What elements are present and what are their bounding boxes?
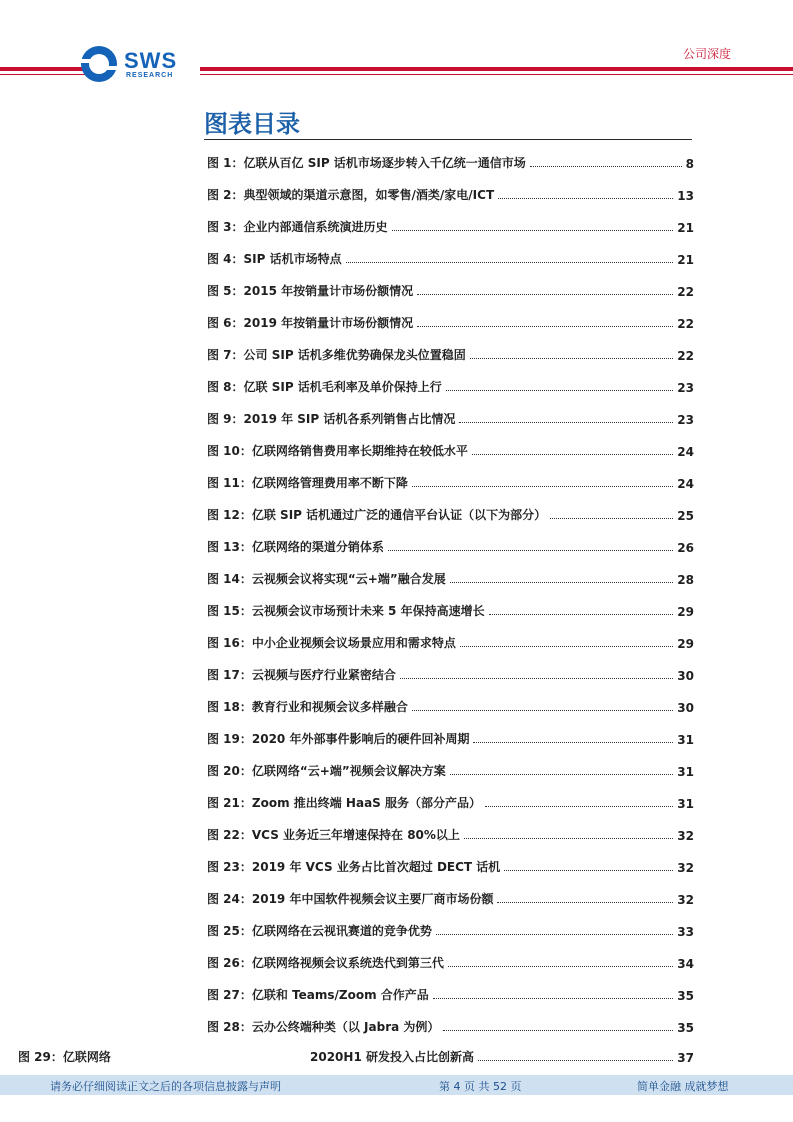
toc-entry[interactable] xyxy=(207,693,694,715)
toc-entry-page: 33 xyxy=(677,925,694,939)
toc-entry-page: 29 xyxy=(677,637,694,651)
toc-entry-label: 图 4：SIP 话机市场特点 xyxy=(207,252,342,266)
toc-entry-page: 13 xyxy=(677,189,694,203)
toc-leader-dots xyxy=(448,965,673,967)
toc-entry-label: 图 7：公司 SIP 话机多维优势确保龙头位置稳固 xyxy=(207,348,466,362)
toc-entry[interactable] xyxy=(207,213,694,235)
toc-entry-page: 31 xyxy=(677,797,694,811)
toc-entry-page: 32 xyxy=(677,893,694,907)
toc-entry[interactable] xyxy=(207,437,694,459)
toc-leader-dots xyxy=(446,389,674,391)
toc-entry[interactable] xyxy=(207,373,694,395)
toc-leader-dots xyxy=(498,197,673,199)
brand-name: SWS xyxy=(124,48,178,73)
toc-leader-dots xyxy=(388,549,673,551)
toc-leader-dots xyxy=(417,325,673,327)
toc-entry-label: 图 17：云视频与医疗行业紧密结合 xyxy=(207,668,396,682)
toc-entry[interactable] xyxy=(207,789,694,811)
toc-entry-page: 32 xyxy=(677,861,694,875)
toc-entry-page: 22 xyxy=(677,285,694,299)
toc-entry[interactable] xyxy=(207,469,694,491)
toc-entry-label: 图 26：亿联网络视频会议系统迭代到第三代 xyxy=(207,956,444,970)
toc-entry-label: 图 28：云办公终端种类（以 Jabra 为例） xyxy=(207,1020,440,1034)
toc-entry[interactable] xyxy=(207,405,694,427)
toc-entry[interactable] xyxy=(207,149,694,171)
toc-entry-page: 22 xyxy=(677,349,694,363)
toc-entry-page: 31 xyxy=(677,733,694,747)
toc-leader-dots xyxy=(412,485,673,487)
toc-entry-label: 图 29：亿联网络 xyxy=(18,1050,111,1064)
toc-entry-page: 29 xyxy=(677,605,694,619)
toc-entry-label: 图 14：云视频会议将实现“云+端”融合发展 xyxy=(207,572,446,586)
toc-entry[interactable] xyxy=(207,821,694,843)
toc-entry-label-cont: 2020H1 研发投入占比创新高 xyxy=(310,1050,474,1064)
toc-entry-page: 21 xyxy=(677,253,694,267)
toc-entry-label: 图 22：VCS 业务近三年增速保持在 80%以上 xyxy=(207,828,460,842)
toc-entry-page: 31 xyxy=(677,765,694,779)
toc-entry-label: 图 20：亿联网络“云+端”视频会议解决方案 xyxy=(207,764,446,778)
toc-entry-page: 35 xyxy=(677,1021,694,1035)
toc-entry-label: 图 2：典型领域的渠道示意图，如零售/酒类/家电/ICT xyxy=(207,188,495,202)
toc-entry-page: 8 xyxy=(685,157,694,171)
toc-entry[interactable] xyxy=(207,661,694,683)
toc-entry-label: 图 6：2019 年按销量计市场份额情况 xyxy=(207,316,414,330)
toc-entry-label: 图 9：2019 年 SIP 话机各系列销售占比情况 xyxy=(207,412,456,426)
toc-entry-page: 21 xyxy=(677,221,694,235)
toc-entry[interactable] xyxy=(207,597,694,619)
toc-entry-page: 22 xyxy=(677,317,694,331)
toc-leader-dots xyxy=(489,613,674,615)
toc-entry-label: 图 27：亿联和 Teams/Zoom 合作产品 xyxy=(207,988,429,1002)
toc-entry-label: 图 16：中小企业视频会议场景应用和需求特点 xyxy=(207,636,456,650)
toc-leader-dots xyxy=(464,837,673,839)
toc-entry[interactable] xyxy=(207,341,694,363)
toc-entry-label: 图 12：亿联 SIP 话机通过广泛的通信平台认证（以下为部分） xyxy=(207,508,547,522)
toc-entry-label: 图 5：2015 年按销量计市场份额情况 xyxy=(207,284,414,298)
toc-entry-label: 图 19：2020 年外部事件影响后的硬件回补周期 xyxy=(207,732,470,746)
toc-entry[interactable] xyxy=(207,885,694,907)
toc-entry-label: 图 25：亿联网络在云视讯赛道的竞争优势 xyxy=(207,924,432,938)
toc-leader-dots xyxy=(443,1029,673,1031)
toc-entry-label: 图 23：2019 年 VCS 业务占比首次超过 DECT 话机 xyxy=(207,860,501,874)
toc-entry[interactable] xyxy=(207,309,694,331)
toc-leader-dots xyxy=(530,165,682,167)
toc-entry-page: 26 xyxy=(677,541,694,555)
toc-entry[interactable] xyxy=(207,853,694,875)
toc-leader-dots xyxy=(478,1059,673,1061)
toc-entry-page: 23 xyxy=(677,413,694,427)
footer-page-info: 第 4 页 共 52 页 xyxy=(439,1080,522,1093)
header-rule-right-thin xyxy=(200,74,793,75)
toc-entry-page: 32 xyxy=(677,829,694,843)
toc-entry[interactable] xyxy=(207,917,694,939)
toc-leader-dots xyxy=(412,709,673,711)
toc-leader-dots xyxy=(346,261,674,263)
footer-slogan: 简单金融 成就梦想 xyxy=(637,1080,729,1093)
toc-entry[interactable] xyxy=(207,181,694,203)
toc-entry-label: 图 13：亿联网络的渠道分销体系 xyxy=(207,540,384,554)
toc-leader-dots xyxy=(392,229,674,231)
toc-entry[interactable] xyxy=(207,757,694,779)
toc-entry[interactable] xyxy=(207,949,694,971)
toc-entry-label: 图 8：亿联 SIP 话机毛利率及单价保持上行 xyxy=(207,380,442,394)
toc-leader-dots xyxy=(459,421,673,423)
toc-entry-label: 图 10：亿联网络销售费用率长期维持在较低水平 xyxy=(207,444,468,458)
page-title: 图表目录 xyxy=(204,110,300,138)
toc-entry-label: 图 15：云视频会议市场预计未来 5 年保持高速增长 xyxy=(207,604,485,618)
toc-entry[interactable] xyxy=(207,245,694,267)
toc-entry[interactable] xyxy=(207,981,694,1003)
header-rule-right xyxy=(200,67,793,71)
toc-leader-dots xyxy=(436,933,673,935)
toc-entry[interactable] xyxy=(207,725,694,747)
toc-leader-dots xyxy=(460,645,673,647)
title-divider xyxy=(204,139,692,140)
toc-entry-page: 24 xyxy=(677,477,694,491)
toc-entry-page: 24 xyxy=(677,445,694,459)
toc-leader-dots xyxy=(497,901,673,903)
footer-disclaimer: 请务必仔细阅读正文之后的各项信息披露与声明 xyxy=(50,1080,281,1093)
toc-leader-dots xyxy=(473,741,673,743)
toc-entry[interactable] xyxy=(207,565,694,587)
toc-entry-page: 37 xyxy=(677,1051,694,1065)
toc-entry-page: 35 xyxy=(677,989,694,1003)
toc-leader-dots xyxy=(485,805,673,807)
toc-entry-page: 30 xyxy=(677,669,694,683)
toc-entry[interactable] xyxy=(207,629,694,651)
toc-leader-dots xyxy=(450,581,674,583)
toc-leader-dots xyxy=(450,773,674,775)
toc-leader-dots xyxy=(504,869,673,871)
toc-entry-page: 28 xyxy=(677,573,694,587)
toc-leader-dots xyxy=(433,997,674,999)
toc-entry-page: 23 xyxy=(677,381,694,395)
toc-entry[interactable] xyxy=(207,1013,694,1035)
toc-leader-dots xyxy=(417,293,673,295)
report-type: 公司深度 xyxy=(682,47,731,61)
toc-leader-dots xyxy=(550,517,673,519)
toc-leader-dots xyxy=(472,453,673,455)
toc-entry-label: 图 21：Zoom 推出终端 HaaS 服务（部分产品） xyxy=(207,796,481,810)
toc-entry-page: 30 xyxy=(677,701,694,715)
toc-entry-label: 图 24：2019 年中国软件视频会议主要厂商市场份额 xyxy=(207,892,494,906)
toc-entry-last[interactable] xyxy=(18,1043,694,1065)
toc-entry-label: 图 11：亿联网络管理费用率不断下降 xyxy=(207,476,408,490)
toc-entry[interactable] xyxy=(207,501,694,523)
toc-leader-dots xyxy=(470,357,674,359)
brand-subtitle: RESEARCH xyxy=(126,72,174,79)
toc-entry-label: 图 3：企业内部通信系统演进历史 xyxy=(207,220,388,234)
toc-leader-dots xyxy=(400,677,673,679)
toc-entry[interactable] xyxy=(207,533,694,555)
toc-entry-label: 图 1：亿联从百亿 SIP 话机市场逐步转入千亿统一通信市场 xyxy=(207,156,526,170)
toc-entry-page: 25 xyxy=(677,509,694,523)
toc-entry[interactable] xyxy=(207,277,694,299)
toc-entry-page: 34 xyxy=(677,957,694,971)
toc-entry-label: 图 18：教育行业和视频会议多样融合 xyxy=(207,700,408,714)
